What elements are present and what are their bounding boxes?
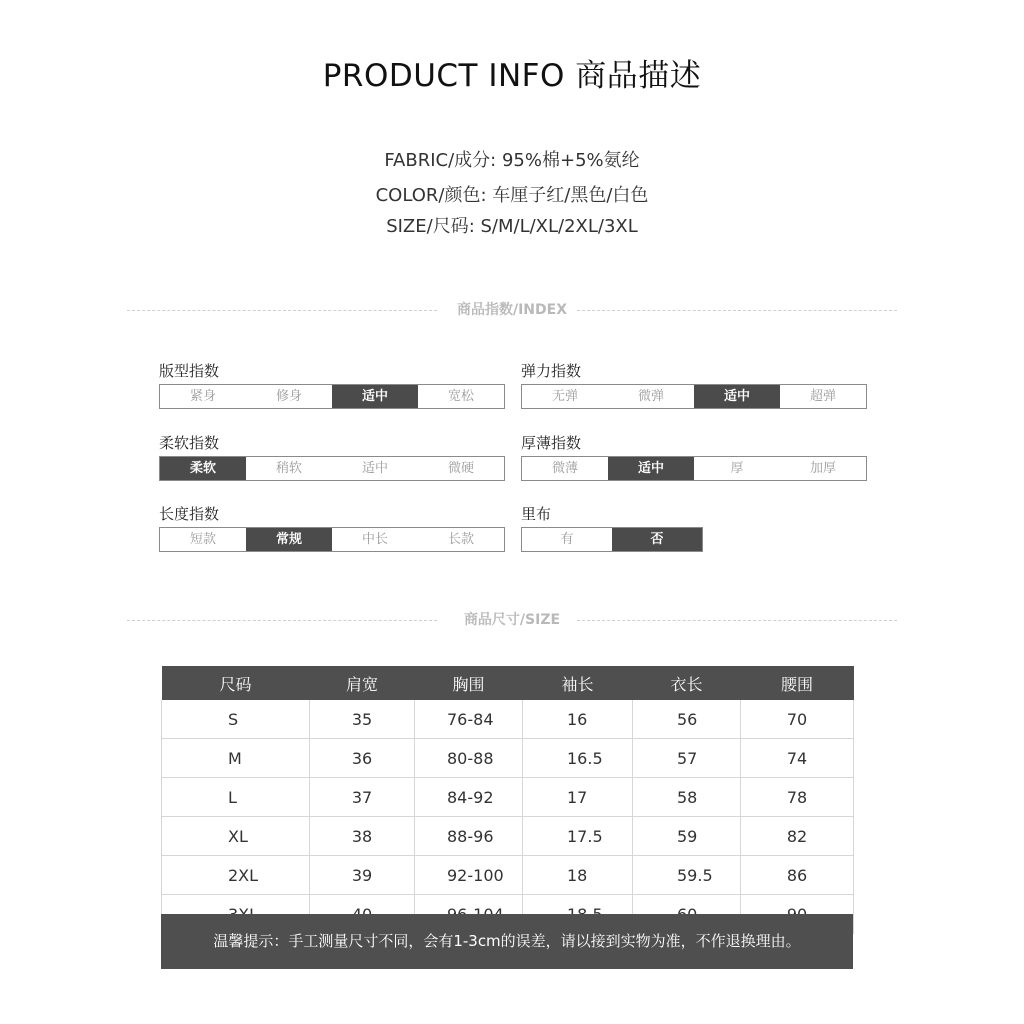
table-cell: 80-88 — [415, 739, 523, 778]
table-cell: 82 — [741, 817, 854, 856]
column-header: 衣长 — [633, 666, 741, 700]
table-cell: 58 — [633, 778, 741, 817]
table-cell: 86 — [741, 856, 854, 895]
table-row — [162, 739, 854, 778]
table-cell: 37 — [310, 778, 415, 817]
page-title: PRODUCT INFO 商品描述 — [322, 58, 702, 94]
table-cell: 59 — [633, 817, 741, 856]
table-cell: 57 — [633, 739, 741, 778]
index-scale — [521, 456, 867, 481]
index-option: 修身 — [275, 389, 302, 404]
table-cell: L — [162, 778, 310, 817]
size-divider — [127, 610, 897, 630]
index-scale — [521, 527, 703, 552]
size-table-body — [162, 700, 854, 934]
column-header: 肩宽 — [310, 666, 415, 700]
index-group — [521, 360, 867, 409]
spec-fabric — [0, 146, 1024, 172]
index-option: 长款 — [447, 532, 474, 547]
divider-line — [577, 310, 897, 311]
index-group-name: 长度指数 — [159, 505, 220, 523]
table-row — [162, 856, 854, 895]
size-label: SIZE/尺码: — [386, 216, 475, 237]
index-group-name: 版型指数 — [159, 362, 220, 380]
table-cell: 16 — [523, 700, 633, 739]
index-option: 微薄 — [551, 461, 578, 476]
index-option: 超弹 — [809, 389, 836, 404]
divider-line — [577, 620, 897, 621]
table-cell: 38 — [310, 817, 415, 856]
table-cell: 17.5 — [523, 817, 633, 856]
table-cell: 2XL — [162, 856, 310, 895]
spec-size — [0, 212, 1024, 238]
table-cell: S — [162, 700, 310, 739]
table-cell: 78 — [741, 778, 854, 817]
index-option: 微硬 — [447, 461, 474, 476]
index-group — [159, 432, 505, 481]
table-row — [162, 817, 854, 856]
index-group — [159, 503, 505, 552]
table-cell: M — [162, 739, 310, 778]
index-group — [521, 432, 867, 481]
table-cell: 84-92 — [415, 778, 523, 817]
index-group — [521, 503, 703, 552]
table-cell: XL — [162, 817, 310, 856]
column-header: 尺码 — [162, 666, 310, 700]
table-cell: 17 — [523, 778, 633, 817]
index-divider — [127, 300, 897, 320]
index-option: 稍软 — [275, 461, 302, 476]
index-option-selected: 常规 — [246, 528, 332, 551]
table-row — [162, 700, 854, 739]
table-cell: 16.5 — [523, 739, 633, 778]
column-header: 腰围 — [741, 666, 854, 700]
color-label: COLOR/颜色: — [375, 185, 487, 206]
size-value: S/M/L/XL/2XL/3XL — [480, 216, 638, 237]
spec-color — [0, 181, 1024, 207]
index-option: 加厚 — [809, 461, 836, 476]
index-option: 微弹 — [637, 389, 664, 404]
index-group-name: 里布 — [521, 505, 552, 523]
table-cell: 18 — [523, 856, 633, 895]
table-cell: 88-96 — [415, 817, 523, 856]
size-tip: 温馨提示：手工测量尺寸不同，会有1-3cm的误差，请以接到实物为准，不作退换理由。 — [161, 914, 853, 969]
index-group-name: 柔软指数 — [159, 434, 220, 452]
table-cell: 59.5 — [633, 856, 741, 895]
index-option-selected: 适中 — [608, 457, 694, 480]
index-section-label: 商品指数/INDEX — [456, 302, 568, 318]
table-cell: 36 — [310, 739, 415, 778]
index-option-selected: 适中 — [694, 385, 780, 408]
table-cell: 70 — [741, 700, 854, 739]
index-group-name: 厚薄指数 — [521, 434, 582, 452]
index-option: 厚 — [730, 461, 744, 476]
column-header: 胸围 — [415, 666, 523, 700]
size-table-header — [162, 666, 854, 700]
index-option-selected: 否 — [612, 528, 702, 551]
index-option: 适中 — [361, 461, 388, 476]
table-cell: 76-84 — [415, 700, 523, 739]
index-option: 紧身 — [189, 389, 216, 404]
index-scale — [159, 527, 505, 552]
column-header: 袖长 — [523, 666, 633, 700]
index-group-name: 弹力指数 — [521, 362, 582, 380]
fabric-value: 95%棉+5%氨纶 — [501, 150, 640, 171]
size-table — [161, 666, 854, 934]
index-group — [159, 360, 505, 409]
color-value: 车厘子红/黑色/白色 — [492, 185, 649, 206]
index-scale — [159, 384, 505, 409]
index-option-selected: 柔软 — [160, 457, 246, 480]
index-option-selected: 适中 — [332, 385, 418, 408]
index-option: 有 — [560, 532, 574, 547]
table-cell: 74 — [741, 739, 854, 778]
index-scale — [521, 384, 867, 409]
index-option: 短款 — [189, 532, 216, 547]
table-cell: 56 — [633, 700, 741, 739]
index-scale — [159, 456, 505, 481]
fabric-label: FABRIC/成分: — [384, 150, 497, 171]
index-option: 无弹 — [551, 389, 578, 404]
table-cell: 92-100 — [415, 856, 523, 895]
size-section-label: 商品尺寸/SIZE — [463, 612, 561, 628]
table-row — [162, 778, 854, 817]
index-option: 中长 — [361, 532, 388, 547]
table-cell: 35 — [310, 700, 415, 739]
table-cell: 39 — [310, 856, 415, 895]
index-option: 宽松 — [447, 389, 474, 404]
